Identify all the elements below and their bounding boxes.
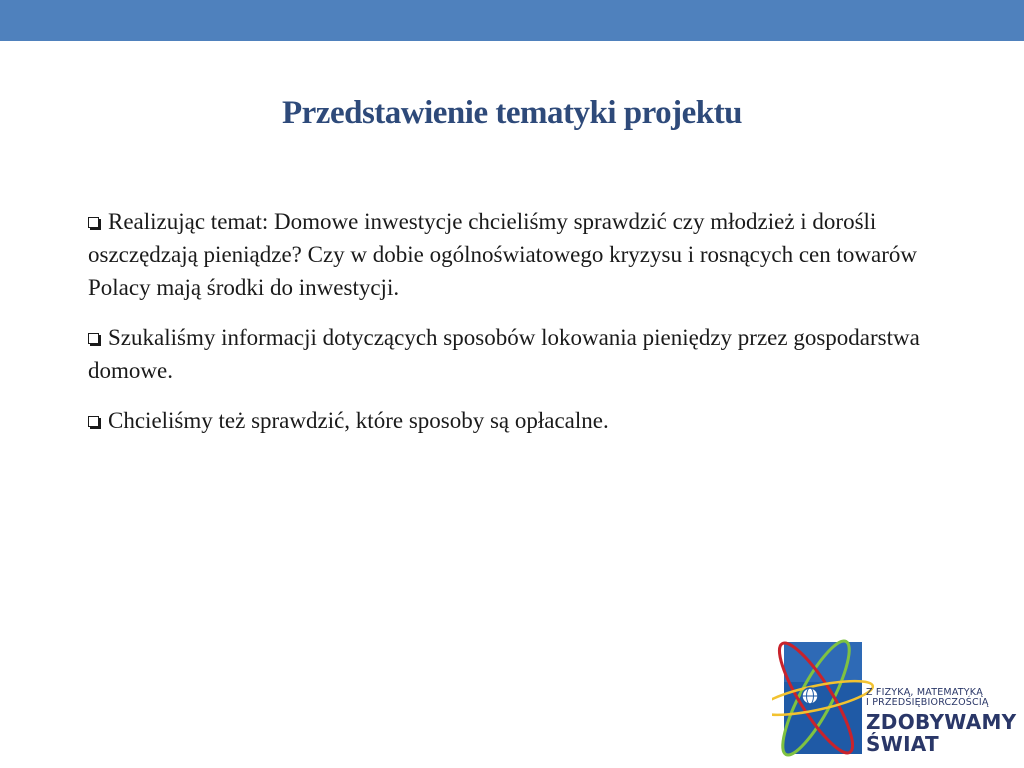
bullet-item bbox=[88, 205, 958, 304]
bullet-item bbox=[88, 404, 958, 437]
logo-line-3: ZDOBYWAMY bbox=[866, 710, 1017, 734]
logo-line-2: I PRZEDSIĘBIORCZOŚCIĄ bbox=[866, 697, 989, 708]
slide-title: Przedstawienie tematyki projektu bbox=[282, 95, 742, 131]
bullet-item bbox=[88, 321, 958, 387]
top-band bbox=[0, 0, 1024, 41]
slide-body bbox=[88, 205, 958, 454]
bullet-text: Szukaliśmy informacji dotyczących sposobów lokowania pieniędzy przez gospodarstwa domowe. bbox=[88, 325, 920, 383]
logo-line-4: ŚWIAT bbox=[866, 732, 939, 756]
logo-text bbox=[866, 688, 1016, 755]
bullet-text: Chcieliśmy też sprawdzić, które sposoby są opłacalne. bbox=[108, 408, 609, 433]
checkbox-bullet-icon bbox=[88, 217, 99, 228]
checkbox-bullet-icon bbox=[88, 416, 99, 427]
logo-line-1: Z FIZYKĄ, MATEMATYKĄ bbox=[866, 687, 983, 698]
bullet-text: Realizując temat: Domowe inwestycje chcieliśmy sprawdzić czy młodzież i dorośli oszczędzają pieniądze? Czy w dobie ogólnoświatowego kryzysu i rosnących cen towarów Polacy mają środki do inwestycji. bbox=[88, 209, 917, 300]
checkbox-bullet-icon bbox=[88, 333, 99, 344]
